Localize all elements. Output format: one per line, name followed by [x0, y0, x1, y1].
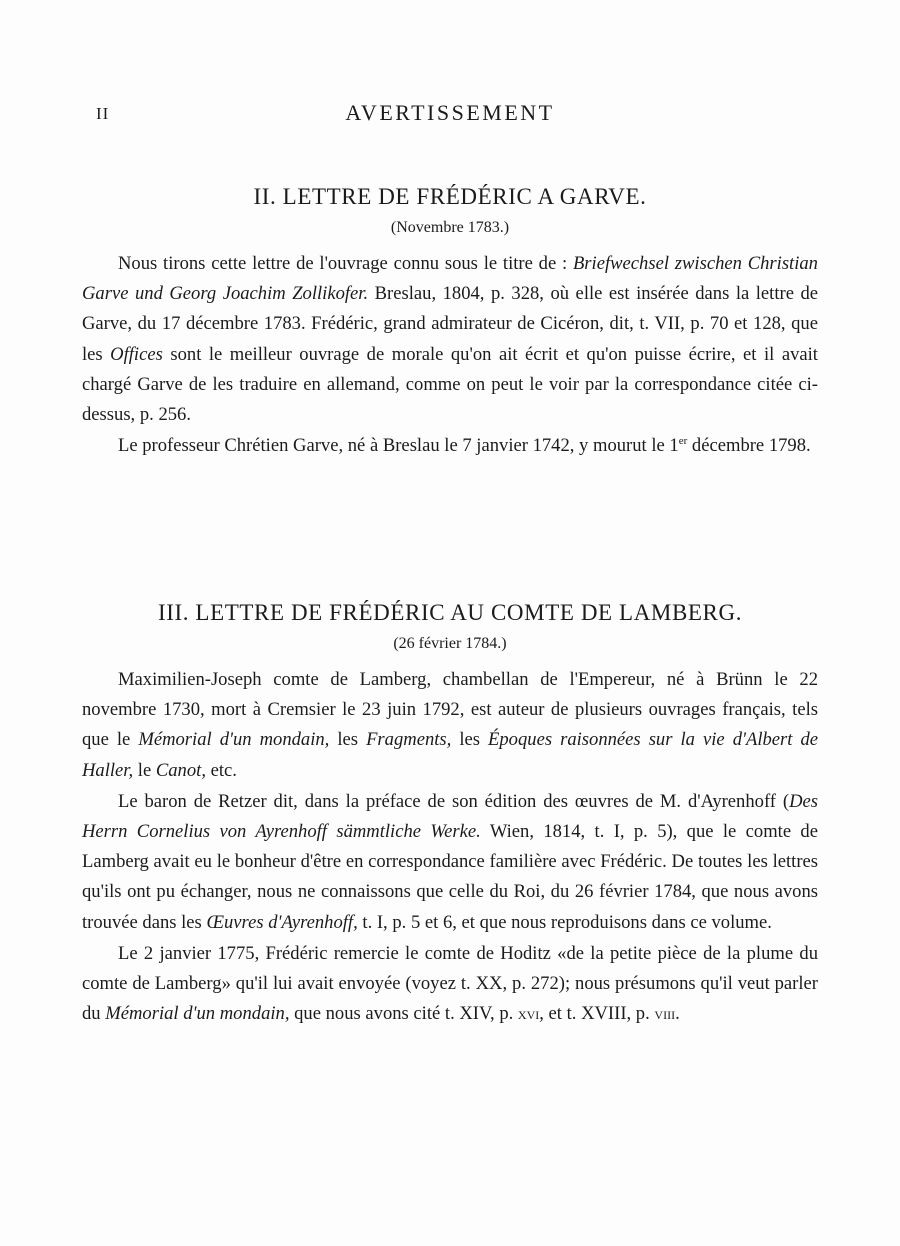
- paragraph: Maximilien-Joseph comte de Lamberg, chambellan de l'Empereur, né à Brünn le 22 novembre 1730, mort à Cremsier le 23 juin 1792, est auteur de plusieurs ouvrages français, tels que le Mémorial d'un mondain, les Fragments, les Époques raisonnées sur la vie d'Albert de Haller, le Canot, etc.: [82, 669, 819, 781]
- paragraph: Le 2 janvier 1775, Frédéric remercie le comte de Hoditz «de la petite pièce de la plume du comte de Lamberg» qu'il lui avait envoyée (voyez t. XX, p. 272); nous présumons qu'il veut parler du Mémorial d'un mondain, que nous avons cité t. XIV, p. xvi, et t. XVIII, p. viii.: [82, 942, 818, 1025]
- section-body: [82, 249, 818, 461]
- page-number: II: [96, 104, 110, 123]
- section-date: (26 février 1784.): [393, 635, 507, 652]
- paragraph: Le professeur Chrétien Garve, né à Breslau le 7 janvier 1742, y mourut le 1er décembre 1798.: [118, 435, 811, 457]
- section-lamberg: [82, 600, 818, 1029]
- section-body: [82, 665, 818, 1029]
- section-garve: [82, 184, 818, 461]
- paragraph: Nous tirons cette lettre de l'ouvrage connu sous le titre de : Briefwechsel zwischen Christian Garve und Georg Joachim Zollikofer. Breslau, 1804, p. 328, où elle est insérée dans la lettre de Garve, du 17 décembre 1783. Frédéric, grand admirateur de Cicéron, dit, t. VII, p. 70 et 128, que les Offices sont le meilleur ouvrage de morale qu'on ait écrit et qu'on puisse écrire, et il avait chargé Garve de les traduire en allemand, comme on peut le voir par la correspondance citée ci-dessus, p. 256.: [82, 253, 819, 426]
- section-title: II. LETTRE DE FRÉDÉRIC A GARVE.: [253, 184, 647, 209]
- section-date: (Novembre 1783.): [390, 219, 510, 236]
- paragraph: Le baron de Retzer dit, dans la préface de son édition des œuvres de M. d'Ayrenhoff (Des Herrn Cornelius von Ayrenhoff sämmtliche Werke. Wien, 1814, t. I, p. 5), que le comte de Lamberg avait eu le bonheur d'être en correspondance familière avec Frédéric. De toutes les lettres qu'ils ont pu échanger, nous ne connaissons que celle du Roi, du 26 février 1784, que nous avons trouvée dans les Œuvres d'Ayrenhoff, t. I, p. 5 et 6, et que nous reproduisons dans ce volume.: [82, 790, 818, 933]
- section-title: III. LETTRE DE FRÉDÉRIC AU COMTE DE LAMBERG.: [157, 600, 743, 625]
- running-title: AVERTISSEMENT: [345, 100, 555, 125]
